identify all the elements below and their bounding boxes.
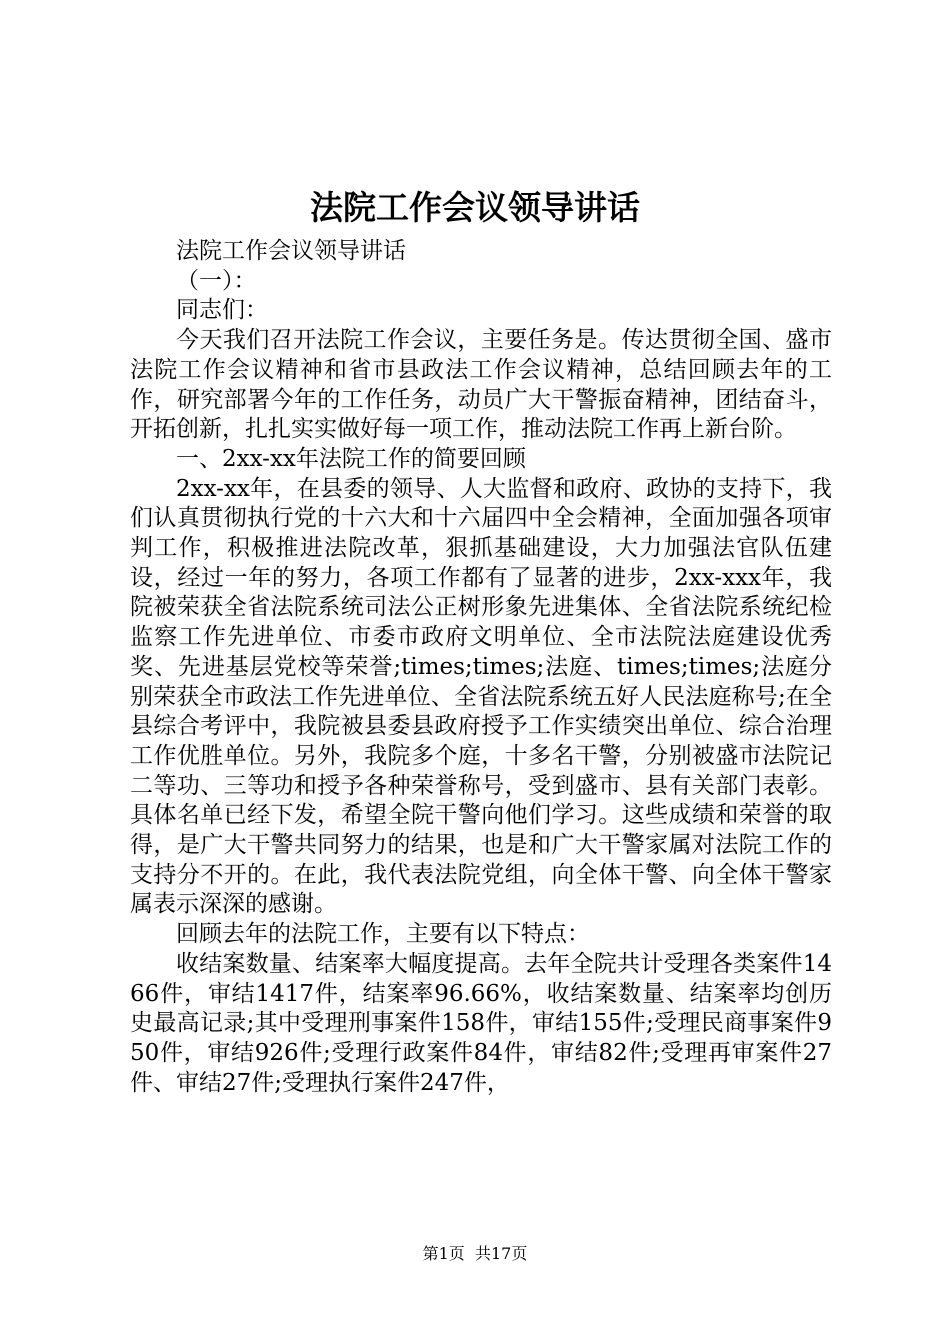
paragraph-introduction: 今天我们召开法院工作会议，主要任务是。传达贯彻全国、盛市法院工作会议精神和省市县政法工作会议精神，总结回顾去年的工作，研究部署今年的工作任务，动员广大干警振奋精神，团结奋斗，开拓创新，扎扎实实做好每一项工作，推动法院工作再上新台阶。 [130,327,832,443]
paragraph-case-statistics: 收结案数量、结案率大幅度提高。去年全院共计受理各类案件1466件，审结1417件，结案率96.66%，收结案数量、结案率均创历史最高记录;其中受理刑事案件158件，审结155件;受理民商事案件950件，审结926件;受理行政案件84件，审结82件;受理再审案件27件、审结27件;受理执行案件247件， [130,950,832,1096]
paragraph-subtitle: 法院工作会议领导讲话 [176,238,406,264]
paragraph-part-number: （一）： [176,267,257,294]
page-number: 第1页 [422,1244,465,1263]
paragraph-salutation: 同志们： [176,297,268,324]
page-footer [0,1243,950,1265]
page-total: 共17页 [474,1244,528,1263]
paragraph-achievements: 2xx-xx年，在县委的领导、人大监督和政府、政协的支持下，我们认真贯彻执行党的十六大和十六届四中全会精神，全面加强各项审判工作，积极推进法院改革，狠抓基础建设，大力加强法官队伍建设，经过一年的努力，各项工作都有了显著的进步，2xx-xxx年，我院被荣获全省法院系统司法公正树形象先进集体、全省法院系统纪检监察工作先进单位、市委市政府文明单位、全市法院法庭建设优秀奖、先进基层党校等荣誉;times;times;法庭、times;times;法庭分别荣获全市政法工作先进单位、全省法院系统五好人民法庭称号;在全县综合考评中，我院被县委县政府授予工作实绩突出单位、综合治理工作优胜单位。另外，我院多个庭，十多名干警，分别被盛市法院记二等功、三等功和授予各种荣誉称号，受到盛市、县有关部门表彰。具体名单已经下发，希望全院干警向他们学习。这些成绩和荣誉的取得，是广大干警共同努力的结果，也是和广大干警家属对法院工作的支持分不开的。在此，我代表法院党组，向全体干警、向全体干警家属表示深深的感谢。 [130,475,832,918]
document-body [130,237,832,1098]
section-heading-review: 一、2xx-xx年法院工作的简要回顾 [176,445,526,472]
paragraph-features-intro: 回顾去年的法院工作，主要有以下特点： [176,921,590,948]
document-title: 法院工作会议领导讲话 [310,188,640,227]
